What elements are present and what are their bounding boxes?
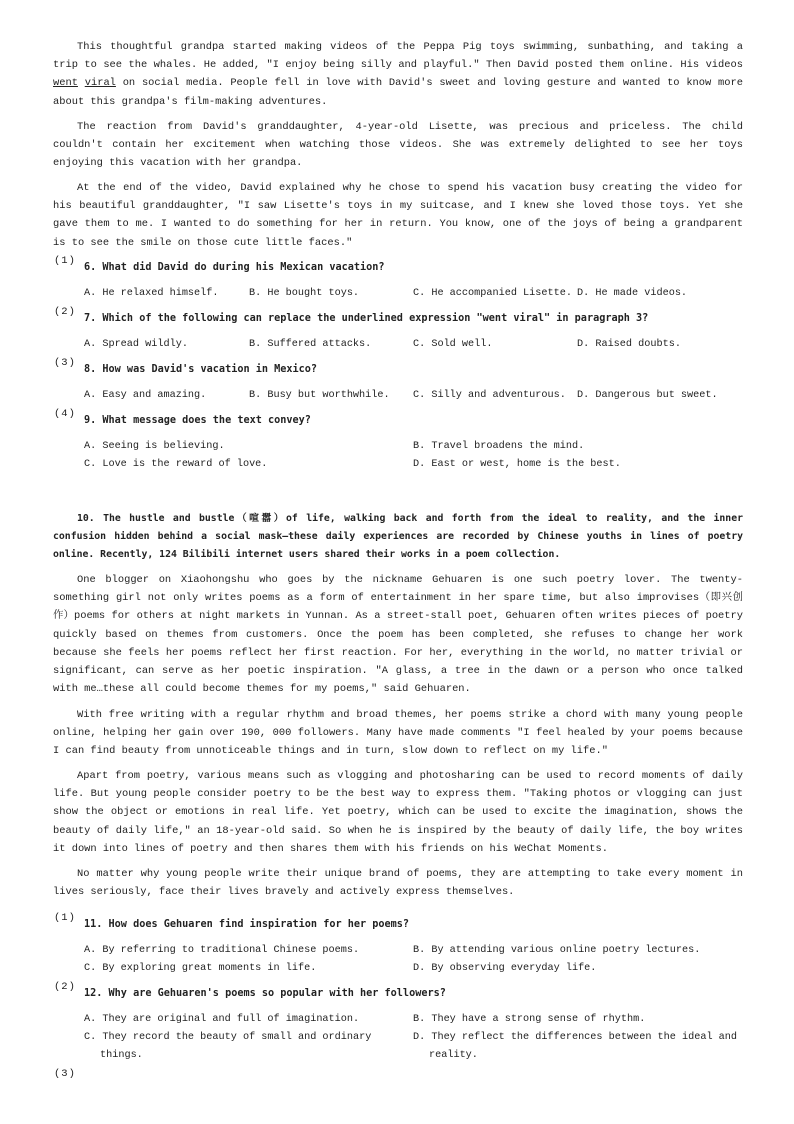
option-6d[interactable]: D. He made videos. — [577, 288, 688, 299]
question-7: 7. Which of the following can replace the underlined expression "went viral" in paragraph 3? — [84, 313, 649, 324]
text: on social media. People fell in love with David's sweet and loving gesture and wanted to know more about this grandpa's film-making adventures. — [53, 77, 743, 108]
option-11a[interactable]: A. By referring to traditional Chinese poems. — [84, 945, 360, 956]
underlined-viral: viral — [84, 77, 116, 90]
option-12a[interactable]: A. They are original and full of imagination. — [84, 1014, 360, 1025]
passage1-paragraph-1 — [53, 38, 743, 111]
option-11c[interactable]: C. By exploring great moments in life. — [84, 963, 317, 974]
question-number: (2) — [54, 981, 76, 993]
question-number: (1) — [54, 255, 76, 267]
passage2-paragraph-1: One blogger on Xiaohongshu who goes by the nickname Gehuaren is one such poetry lover. The twenty-something girl not only writes poems as a form of entertainment in her spare time, but also improvises（即兴创作）poems for others at night markets in Yunnan. As a street-stall poet, Gehuaren often writes pieces of poetry quickly based on themes from customers. Once the poem has been completed, she refuses to change her work because she feels her poems reflect her first reaction. For her, everything in the world, no matter trivial or significant, can serve as her poetic inspiration. "A glass, a tree in the dawn or a person who once talked with me…these all could become themes for my poems," said Gehuaren. — [53, 574, 743, 696]
question-11: 11. How does Gehuaren find inspiration for her poems? — [84, 919, 410, 930]
question-9: 9. What message does the text convey? — [84, 415, 311, 426]
space — [78, 77, 85, 89]
passage2-paragraph-3: Apart from poetry, various means such as vlogging and photosharing can be used to record moments of daily life. But young people consider poetry to be the best way to express them. "Taking photos or vlogging can just show the object or emotions in real life. Yet poetry, which can be used to excite the imagination, shows the beauty of daily life," an 18-year-old said. So when he is inspired by the beauty of daily life, the boy writes it down into lines of poetry and then shares them with his friends on his WeChat Moments. — [53, 770, 743, 855]
option-11b[interactable]: B. By attending various online poetry lectures. — [413, 945, 701, 956]
option-8b[interactable]: B. Busy but worthwhile. — [249, 390, 390, 401]
passage2-intro: 10. The hustle and bustle（喧嚣）of life, walking back and forth from the ideal to reality, and the inner confusion hidden behind a social mask—these daily experiences are recorded by Chinese youths in lines of poetry online. Recently, 124 Bilibili internet users shared their works in a poem collection. — [53, 513, 743, 561]
passage2-paragraph-2: With free writing with a regular rhythm and broad themes, her poems strike a chord with many young people online, helping her gain over 190, 000 followers. Many have made comments "I feel healed by your poems because I can find beauty from unnoticeable things and in turn, slow down to reflect on my life." — [53, 709, 743, 758]
question-number: (4) — [54, 408, 76, 420]
question-12: 12. Why are Gehuaren's poems so popular with her followers? — [84, 988, 446, 999]
option-12d[interactable]: D. They reflect the differences between the ideal and reality. — [413, 1032, 738, 1061]
option-7a[interactable]: A. Spread wildly. — [84, 339, 188, 350]
underlined-went: went — [53, 77, 78, 90]
option-9c[interactable]: C. Love is the reward of love. — [84, 459, 268, 470]
option-7b[interactable]: B. Suffered attacks. — [249, 339, 372, 350]
option-12c[interactable]: C. They record the beauty of small and ordinary things. — [84, 1032, 372, 1061]
option-8d[interactable]: D. Dangerous but sweet. — [577, 390, 718, 401]
option-8c[interactable]: C. Silly and adventurous. — [413, 390, 566, 401]
option-12b[interactable]: B. They have a strong sense of rhythm. — [413, 1014, 646, 1025]
option-7c[interactable]: C. Sold well. — [413, 339, 493, 350]
option-6c[interactable]: C. He accompanied Lisette. — [413, 288, 572, 299]
question-number: (1) — [54, 912, 76, 924]
text: This thoughtful grandpa started making videos of the Peppa Pig toys swimming, sunbathing, and taking a trip to see the whales. He added, "I enjoy being silly and playful." Then David posted them online. His videos — [53, 41, 743, 72]
passage2-paragraph-4: No matter why young people write their unique brand of poems, they are attempting to take every moment in lives seriously, face their lives bravely and actively express themselves. — [53, 868, 743, 899]
option-9d[interactable]: D. East or west, home is the best. — [413, 459, 621, 470]
option-11d[interactable]: D. By observing everyday life. — [413, 963, 597, 974]
question-number: (2) — [54, 306, 76, 318]
option-6b[interactable]: B. He bought toys. — [249, 288, 360, 299]
option-9a[interactable]: A. Seeing is believing. — [84, 441, 225, 452]
question-8: 8. How was David's vacation in Mexico? — [84, 364, 318, 375]
option-9b[interactable]: B. Travel broadens the mind. — [413, 441, 585, 452]
option-6a[interactable]: A. He relaxed himself. — [84, 288, 219, 299]
option-8a[interactable]: A. Easy and amazing. — [84, 390, 207, 401]
question-number: (3) — [54, 357, 76, 369]
question-6: 6. What did David do during his Mexican vacation? — [84, 262, 385, 273]
passage1-paragraph-2: The reaction from David's granddaughter, 4-year-old Lisette, was precious and priceless. The child couldn't contain her excitement when watching those videos. She was extremely delighted to see her toys enjoying this vacation with her grandpa. — [53, 121, 743, 170]
question-number: (3) — [54, 1068, 76, 1080]
passage1-paragraph-3: At the end of the video, David explained why he chose to spend his vacation busy creating the video for his beautiful granddaughter, "I saw Lisette's toys in my suitcase, and I knew she loved those toys. Yet she gave them to me. I wanted to do something for her in return. You know, one of the joys of being a grandparent is to see the smile on those cute little faces." — [53, 182, 743, 249]
option-7d[interactable]: D. Raised doubts. — [577, 339, 681, 350]
